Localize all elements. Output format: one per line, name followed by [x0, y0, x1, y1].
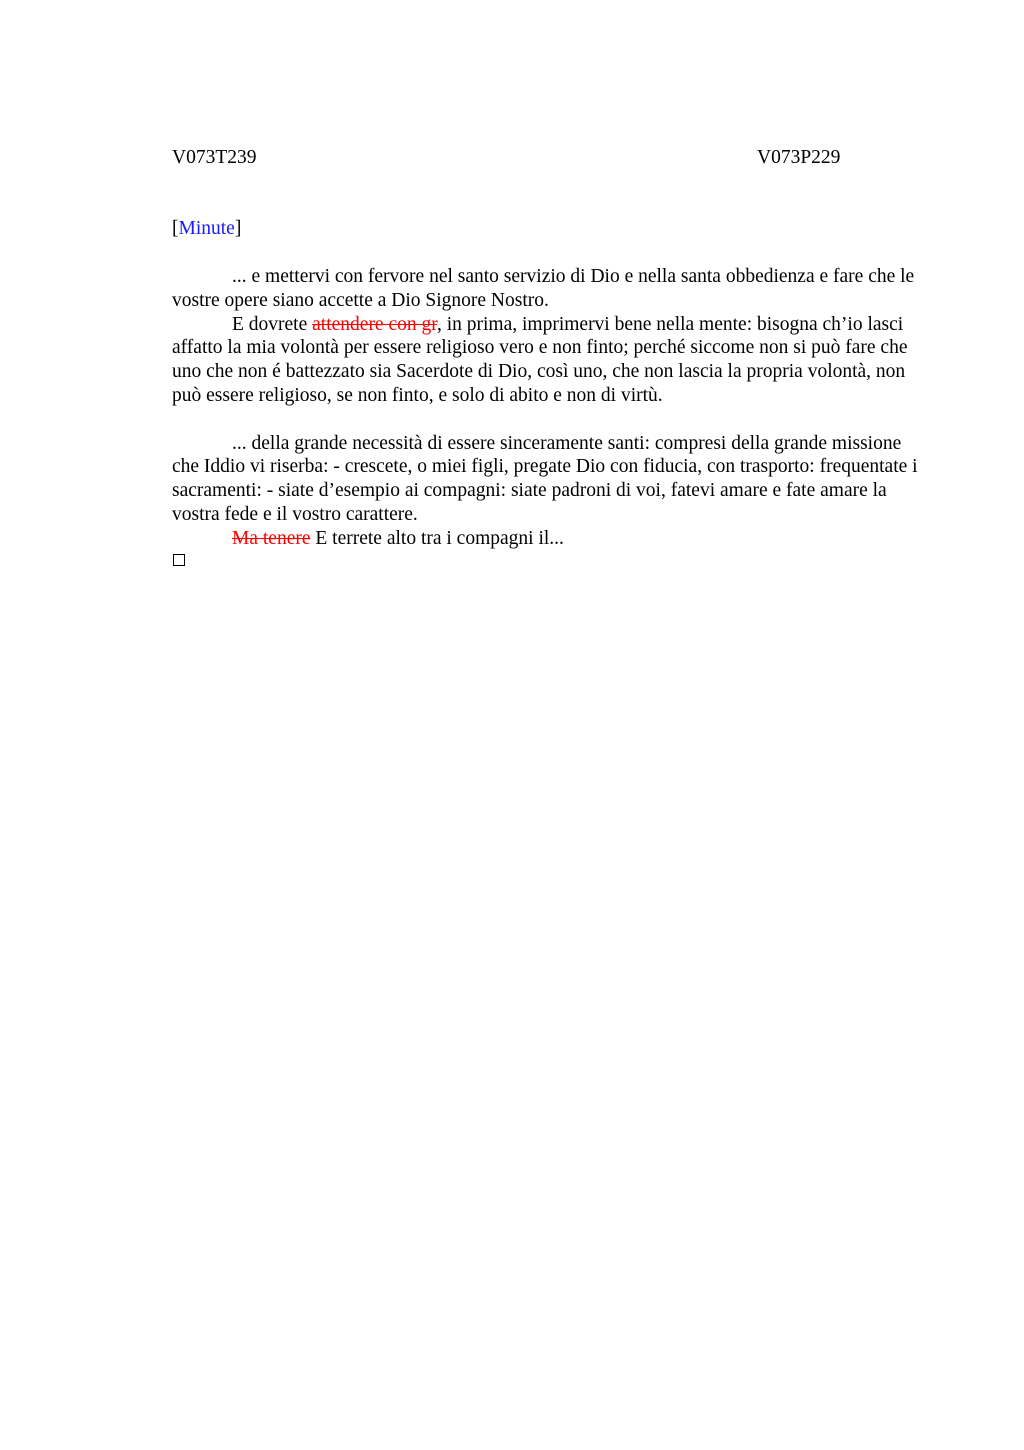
document-code-right: V073P229	[757, 147, 841, 168]
section-label	[172, 217, 241, 241]
paragraph-3: ... della grande necessità di essere sinceramente santi: compresi della grande missione che Iddio vi riserba: - crescete, o miei figli, pregate Dio con fiducia, con trasporto: frequentate i sacramenti: - siate d’esempio ai compagni: siate padroni di voi, fatevi amare e fate amare la vostra fede e il vostro carattere.	[172, 432, 918, 525]
deleted-text: attendere con gr	[312, 313, 437, 335]
section-label-text: Minute	[178, 218, 235, 239]
paragraph-gap	[172, 408, 924, 432]
body-text	[172, 265, 924, 551]
paragraph-2-rest: , in prima, imprimervi bene nella mente: bisogna ch’io lasci affatto la mia volontà per essere religioso vero e non finto; perché siccome non si può fare che uno che non é battezzato sia Sacerdote di Dio, così uno, che non lascia la propria volontà, non può essere religioso, se non finto, e solo di abito e non di virtù.	[172, 313, 908, 406]
paragraph-4	[172, 527, 924, 551]
paragraph-2-start: E dovrete	[232, 313, 313, 335]
document-code-left: V073T239	[172, 147, 257, 168]
paragraph-4-rest: E terrete alto tra i compagni il...	[310, 527, 564, 549]
paragraph-1: ... e mettervi con fervore nel santo servizio di Dio e nella santa obbedienza e fare che le vostre opere siano accette a Dio Signore Nostro.	[172, 266, 915, 311]
end-mark-box-icon	[173, 554, 185, 566]
bracket-close: ]	[234, 218, 242, 239]
bracket-open: [	[172, 218, 179, 239]
deleted-text: Ma tenere	[232, 527, 311, 549]
paragraph-2	[172, 313, 924, 408]
